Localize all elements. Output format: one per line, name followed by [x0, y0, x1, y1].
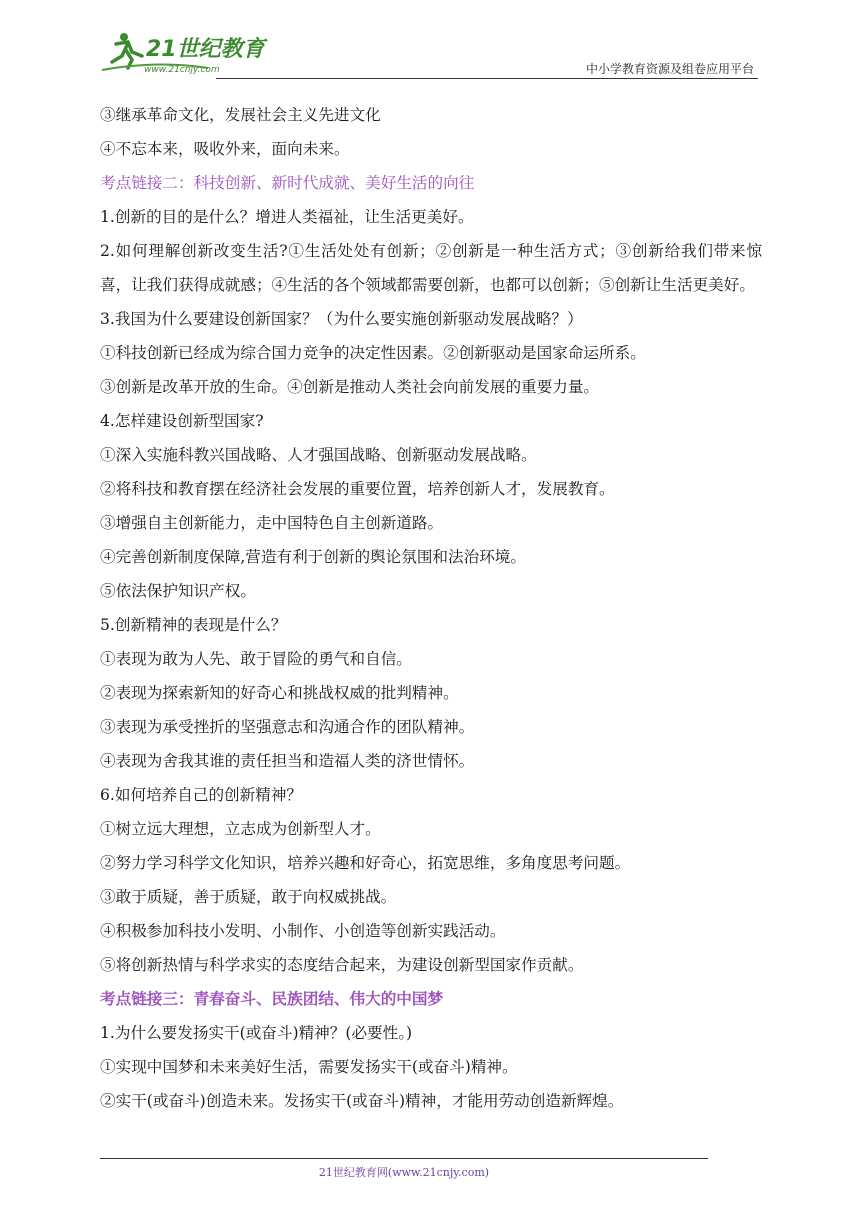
question-line: 1.为什么要发扬实干(或奋斗)精神？(必要性。): [100, 1024, 413, 1042]
body-line: ④完善创新制度保障,营造有利于创新的舆论氛围和法治环境。: [100, 548, 526, 566]
body-line: ④积极参加科技小发明、小制作、小创造等创新实践活动。: [100, 922, 506, 940]
footer-divider: [100, 1158, 708, 1159]
body-line: ⑤依法保护知识产权。: [100, 582, 256, 600]
body-line: ①科技创新已经成为综合国力竞争的决定性因素。②创新驱动是国家命运所系。: [100, 344, 646, 362]
body-line: ⑤将创新热情与科学求实的态度结合起来，为建设创新型国家作贡献。: [100, 956, 584, 974]
section-heading: 考点链接二：科技创新、新时代成就、美好生活的向往: [100, 174, 475, 192]
body-line: ②努力学习科学文化知识，培养兴趣和好奇心，拓宽思维，多角度思考问题。: [100, 854, 631, 872]
page-header: [98, 26, 758, 80]
header-divider: [216, 78, 758, 79]
body-line: ①实现中国梦和未来美好生活，需要发扬实干(或奋斗)精神。: [100, 1058, 518, 1076]
question-line: 1.创新的目的是什么？增进人类福祉，让生活更美好。: [100, 208, 474, 226]
body-line: ③增强自主创新能力，走中国特色自主创新道路。: [100, 514, 444, 532]
body-line: ③继承革命文化，发展社会主义先进文化: [100, 106, 381, 124]
body-line: ③敢于质疑，善于质疑，敢于向权威挑战。: [100, 888, 397, 906]
footer-source: 21世纪教育网(www.21cnjy.com): [318, 1166, 490, 1179]
body-line: ①表现为敢为人先、敢于冒险的勇气和自信。: [100, 650, 412, 668]
body-line: ②将科技和教育摆在经济社会发展的重要位置，培养创新人才，发展教育。: [100, 480, 615, 498]
body-line: ②实干(或奋斗)创造未来。发扬实干(或奋斗)精神，才能用劳动创造新辉煌。: [100, 1092, 624, 1110]
svg-text:21世纪教育: 21世纪教育: [146, 37, 265, 62]
question-paragraph: 2.如何理解创新改变生活?①生活处处有创新；②创新是一种生活方式；③创新给我们带来惊喜，让我们获得成就感；④生活的各个领域都需要创新，也都可以创新；⑤创新让生活更美好。: [100, 242, 762, 294]
svg-text:www.21cnjy.com: www.21cnjy.com: [144, 65, 220, 75]
section-heading: 考点链接三：青春奋斗、民族团结、伟大的中国梦: [100, 989, 444, 1008]
21cnjy-logo: [98, 26, 278, 76]
body-line: ④表现为舍我其谁的责任担当和造福人类的济世情怀。: [100, 752, 475, 770]
body-line: ④不忘本来，吸收外来，面向未来。: [100, 140, 350, 158]
body-line: ①深入实施科教兴国战略、人才强国战略、创新驱动发展战略。: [100, 446, 537, 464]
body-line: ②表现为探索新知的好奇心和挑战权威的批判精神。: [100, 684, 459, 702]
question-line: 4.怎样建设创新型国家?: [100, 412, 264, 430]
document-body: [100, 98, 762, 1118]
body-line: ③表现为承受挫折的坚强意志和沟通合作的团队精神。: [100, 718, 475, 736]
question-line: 5.创新精神的表现是什么？: [100, 616, 287, 634]
question-line: 6.如何培养自己的创新精神？: [100, 786, 303, 804]
body-line: ③创新是改革开放的生命。④创新是推动人类社会向前发展的重要力量。: [100, 378, 600, 396]
question-line: 3.我国为什么要建设创新国家？（为什么要实施创新驱动发展战略？）: [100, 310, 583, 328]
header-tagline: 中小学教育资源及组卷应用平台: [585, 62, 754, 76]
body-line: ①树立远大理想，立志成为创新型人才。: [100, 820, 381, 838]
